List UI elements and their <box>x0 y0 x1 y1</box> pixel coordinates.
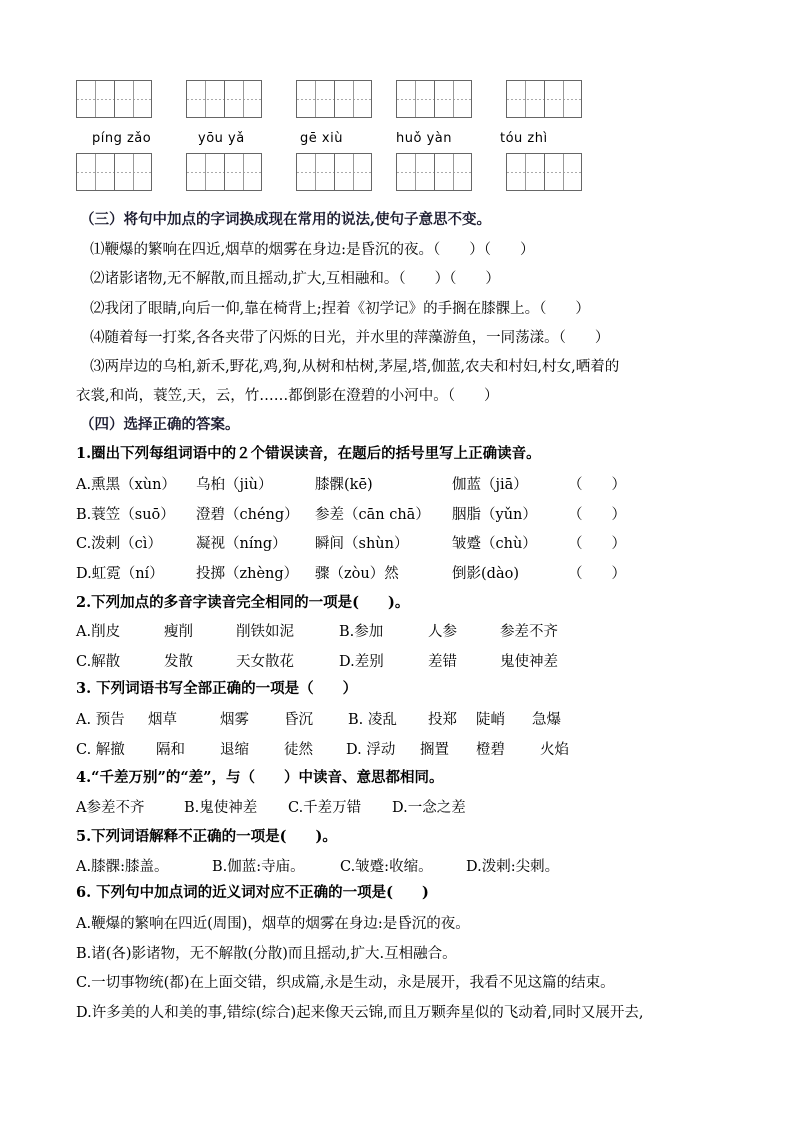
q3-option: D. 浮动 <box>346 742 396 758</box>
q3-option: A. 预告 <box>76 712 125 728</box>
q6-option: B.诸(各)影诸物，无不解散(分散)而且摇动,扩大.互相融合。 <box>76 946 457 962</box>
q3-option: B. 凌乱 <box>348 712 397 728</box>
q3-option: 搁置 <box>420 742 449 758</box>
answer-blank[interactable]: （ ） <box>568 477 626 493</box>
q5-title: 5.下列词语解释不正确的一项是( )。 <box>76 828 337 845</box>
q1-option: 伽蓝（jiā） <box>452 477 528 493</box>
q5-option: D.泼剌:尖刺。 <box>466 859 560 875</box>
q6-option: A.鞭爆的繁响在四近(周围)，烟草的烟雾在身边:是昏沉的夜。 <box>76 916 470 932</box>
writing-grid-row-1 <box>76 80 596 122</box>
q2-option: 鬼使神差 <box>500 654 558 670</box>
q2-option: B.参加 <box>339 624 384 640</box>
q2-option: C.解散 <box>76 654 121 670</box>
q2-title: 2.下列加点的多音字读音完全相同的一项是( )。 <box>76 594 410 611</box>
q2-option: 天女散花 <box>236 654 294 670</box>
section3-item-cont: 衣裳,和尚，蓑笠,天，云，竹……都倒影在澄碧的小河中。（ ） <box>76 388 499 404</box>
q3-option: 橙碧 <box>476 742 505 758</box>
writing-grid[interactable] <box>76 153 152 191</box>
q1-option: 膝髁(kē) <box>315 477 373 493</box>
section3-item: ⑷随着每一打桨,各各夹带了闪烁的日光，并水里的萍藻游鱼，一同荡漾。（ ） <box>90 330 610 346</box>
q1-option: A.熏黑（xùn） <box>76 477 176 493</box>
q3-option: 陡峭 <box>476 712 505 728</box>
pinyin-label: yōu yǎ <box>198 131 245 146</box>
q2-option: 削铁如泥 <box>236 624 294 640</box>
writing-grid[interactable] <box>296 153 372 191</box>
writing-grid[interactable] <box>296 80 372 118</box>
q1-title: 1.圈出下列每组词语中的２个错误读音，在题后的括号里写上正确读音。 <box>76 445 541 462</box>
q1-option: 参差（cān chā） <box>315 507 430 523</box>
writing-grid[interactable] <box>186 80 262 118</box>
q6-title: 6. 下列句中加点词的近义词对应不正确的一项是( ) <box>76 884 429 901</box>
q1-option: D.虹霓（ní） <box>76 566 164 582</box>
q2-option: 人参 <box>428 624 457 640</box>
q1-option: B.蓑笠（suō） <box>76 507 175 523</box>
q2-option: D.差别 <box>339 654 384 670</box>
q4-title: 4.“千差万别”的“差”，与（ ）中读音、意思都相同。 <box>76 769 444 786</box>
q2-option: 差错 <box>428 654 457 670</box>
q3-option: 退缩 <box>220 742 249 758</box>
pinyin-row <box>76 131 636 149</box>
q3-option: 隔和 <box>156 742 185 758</box>
pinyin-label: huǒ yàn <box>396 131 452 146</box>
section3-heading: （三）将句中加点的字词换成现在常用的说法,使句子意思不变。 <box>80 211 492 228</box>
section3-item: ⑴鞭爆的繁响在四近,烟草的烟雾在身边:是昏沉的夜。（ ）（ ） <box>90 242 535 258</box>
q2-option: A.削皮 <box>76 624 121 640</box>
q4-option: C.千差万错 <box>288 800 362 816</box>
q3-title: 3. 下列词语书写全部正确的一项是（ ） <box>76 680 358 697</box>
writing-grid[interactable] <box>396 153 472 191</box>
q1-option: 皱蹙（chù） <box>452 536 537 552</box>
q1-option: 瞬间（shùn） <box>315 536 409 552</box>
answer-blank[interactable]: （ ） <box>568 536 626 552</box>
q5-option: A.膝髁:膝盖。 <box>76 859 169 875</box>
q1-option: 凝视（níng） <box>196 536 287 552</box>
q5-option: B.伽蓝:寺庙。 <box>212 859 305 875</box>
q3-option: 徒然 <box>284 742 313 758</box>
q2-option: 发散 <box>164 654 193 670</box>
q5-option: C.皱蹙:收缩。 <box>340 859 433 875</box>
q2-option: 参差不齐 <box>500 624 558 640</box>
writing-grid[interactable] <box>186 153 262 191</box>
writing-grid[interactable] <box>506 80 582 118</box>
answer-blank[interactable]: （ ） <box>568 566 626 582</box>
q3-option: 火焰 <box>540 742 569 758</box>
q6-option: C.一切事物统(都)在上面交错，织成篇,永是生动，永是展开，我看不见这篇的结束。 <box>76 975 615 991</box>
q6-option: D.许多美的人和美的事,错综(综合)起来像天云锦,而且万颗奔星似的飞动着,同时又展开去, <box>76 1005 644 1021</box>
pinyin-label: tóu zhì <box>500 131 548 146</box>
q3-option: 投郑 <box>428 712 457 728</box>
q1-option: 乌桕（jiù） <box>196 477 273 493</box>
q4-option: D.一念之差 <box>392 800 466 816</box>
section3-item: ⑶两岸边的乌桕,新禾,野花,鸡,狗,从树和枯树,茅屋,塔,伽蓝,农夫和村妇,村女,晒着的 <box>90 359 620 375</box>
q2-option: 瘦削 <box>164 624 193 640</box>
q3-option: 急爆 <box>532 712 561 728</box>
q4-option: A参差不齐 <box>76 800 145 816</box>
q1-option: 倒影(dào) <box>452 566 519 582</box>
writing-grid-row-2 <box>76 153 596 195</box>
q1-option: 胭脂（yǔn） <box>452 507 537 523</box>
q1-option: 骤（zòu）然 <box>315 566 399 582</box>
pinyin-label: gē xiù <box>300 131 343 146</box>
writing-grid[interactable] <box>76 80 152 118</box>
section3-item: ⑵我闭了眼睛,向后一仰,靠在椅背上;捏着《初学记》的手搁在膝髁上。（ ） <box>90 301 590 317</box>
section4-heading: （四）选择正确的答案。 <box>80 416 240 433</box>
writing-grid[interactable] <box>506 153 582 191</box>
q3-option: 烟雾 <box>220 712 249 728</box>
q3-option: 烟草 <box>148 712 177 728</box>
q3-option: C. 解撤 <box>76 742 125 758</box>
writing-grid[interactable] <box>396 80 472 118</box>
q4-option: B.鬼使神差 <box>184 800 258 816</box>
section3-item: ⑵诸影诸物,无不解散,而且摇动,扩大,互相融和。（ ）（ ） <box>90 271 500 287</box>
q3-option: 昏沉 <box>284 712 313 728</box>
q1-option: 澄碧（chéng） <box>196 507 299 523</box>
q1-option: C.泼剌（cì） <box>76 536 162 552</box>
answer-blank[interactable]: （ ） <box>568 507 626 523</box>
pinyin-label: píng zǎo <box>92 131 152 146</box>
q1-option: 投掷（zhèng） <box>196 566 299 582</box>
